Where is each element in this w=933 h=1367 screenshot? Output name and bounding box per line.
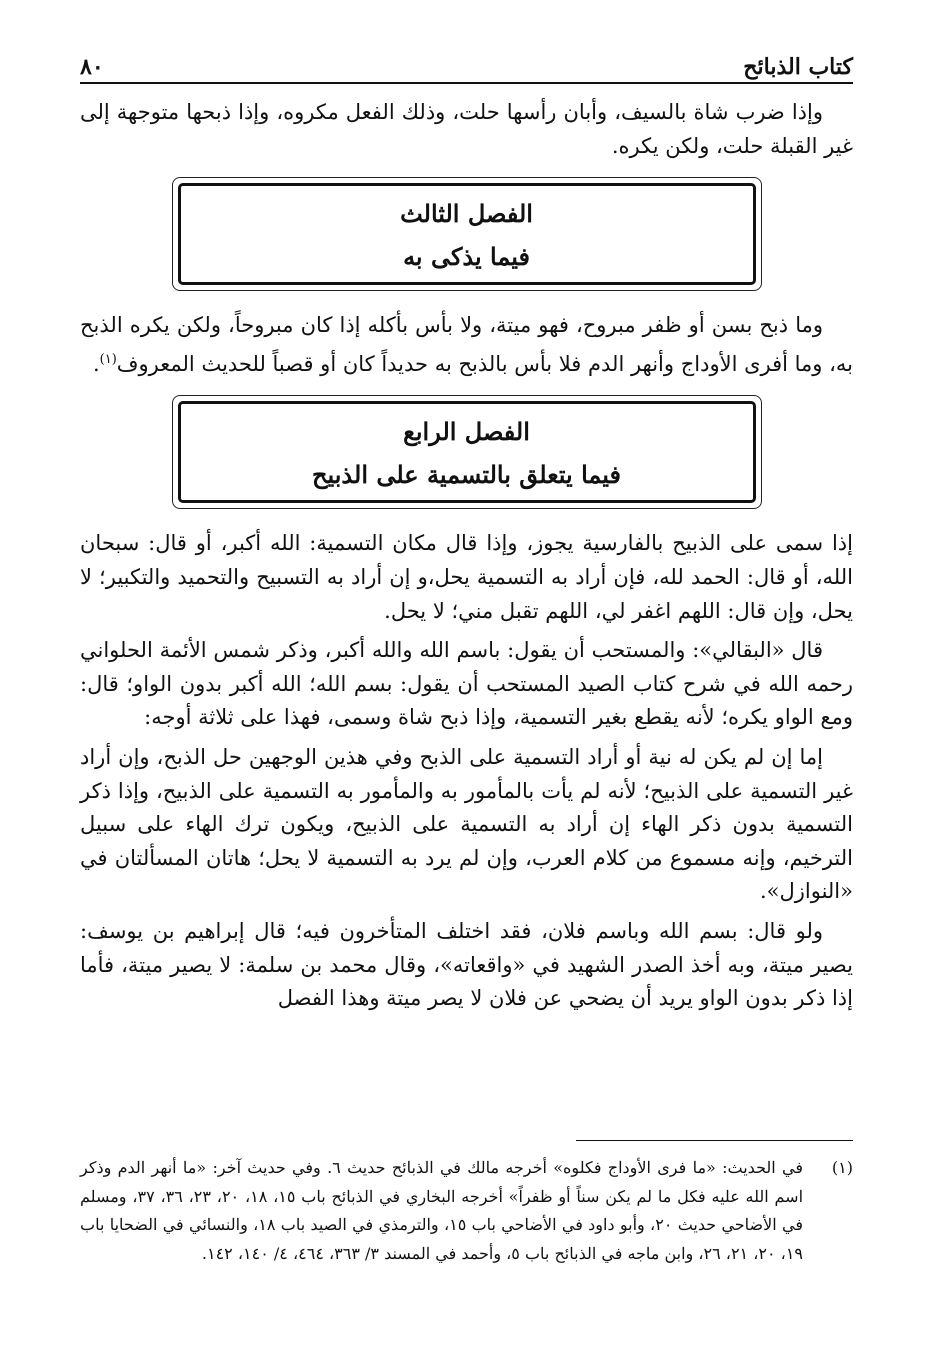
chapter3-paragraph-text: وما ذبح بسن أو ظفر مبروح، فهو ميتة، ولا بأس بأكله إذا كان مبروحاً، ولكن يكره الذبح به، وما أفرى الأوداج وأنهر الدم فلا بأس بالذبح به حديداً كان أو قصباً للحديث المعروف (80, 313, 853, 376)
chapter4-paragraph: ولو قال: بسم الله وباسم فلان، فقد اختلف المتأخرون فيه؛ قال إبراهيم بن يوسف: يصير ميتة، وبه أخذ الصدر الشهيد في «واقعاته»، وقال محمد بن سلمة: لا يصير ميتة، فأما إذا ذكر بدون الواو يريد أن يضحي عن فلان لا يصر ميتة وهذا الفصل (80, 918, 853, 1011)
chapter-subtitle: فيما يذكى به (403, 242, 530, 272)
chapter4-paragraph: إذا سمى على الذبيح بالفارسية يجوز، وإذا قال مكان التسمية: الله أكبر، أو قال: سبحان الله، أو قال: الحمد لله، فإن أراد به التسمية يحل،و إن أراد به التسبيح والتحميد والتكبير؛ لا يحل، وإن قال: اللهم اغفر لي، اللهم تقبل مني؛ لا يحل. (80, 531, 853, 623)
running-header (80, 40, 853, 84)
chapter-title: الفصل الرابع (403, 417, 530, 447)
chapter3-paragraph (80, 309, 853, 381)
chapter-heading-box-4 (172, 395, 762, 509)
intro-paragraph: وإذا ضرب شاة بالسيف، وأبان رأسها حلت، وذلك الفعل مكروه، وإذا ذبحها متوجهة إلى غير القبلة حلت، ولكن يكره. (80, 100, 853, 158)
footnote-divider (576, 1140, 853, 1141)
chapter3-paragraph-end: . (92, 351, 100, 376)
chapter-subtitle: فيما يتعلق بالتسمية على الذبيح (312, 460, 621, 490)
chapter-heading-frame (178, 401, 756, 503)
chapter-heading-frame (178, 183, 756, 285)
chapter-heading-box-3 (172, 177, 762, 291)
page-number: ٨٠ (80, 54, 104, 80)
chapter4-paragraph: قال «البقالي»: والمستحب أن يقول: باسم الله والله أكبر، وذكر شمس الأئمة الحلواني رحمه الله في شرح كتاب الصيد المستحب أن يقول: بسم الله؛ الله أكبر بدون الواو؛ قال: ومع الواو يكره؛ لأنه يقطع بغير التسمية، وإذا ذبح شاة وسمى، فهذا على ثلاثة أوجه: (80, 638, 853, 730)
footnote-number: (١) (831, 1158, 853, 1177)
chapter-title: الفصل الثالث (400, 199, 533, 229)
main-text (80, 96, 853, 1022)
footnote-text: في الحديث: «ما فرى الأوداج فكلوه» أخرجه مالك في الذبائح حديث ٦. وفي حديث آخر: «ما أنهر الدم وذكر اسم الله عليه فكل ما لم يكن سناً أو ظفراً» أخرجه البخاري في الذبائح باب ١٥، ١٨، ٢٠، ٢٣، ٣٦، ٣٧، ومسلم في الأضاحي حديث ٢٠، وأبو داود في الأضاحي باب ١٥، والترمذي في الصيد باب ١٨، والنسائي في الضحايا باب ١٩، ٢٠، ٢١، ٢٦، وابن ماجه في الذبائح باب ٥، وأحمد في المسند ٣/ ٣٦٣، ٤٦٤، ٤/ ١٤٠، ١٤٢. (80, 1158, 804, 1263)
footnote (80, 1154, 853, 1268)
running-title: كتاب الذبائح (743, 54, 853, 80)
chapter4-paragraph: إما إن لم يكن له نية أو أراد التسمية على الذبح وفي هذين الوجهين حل الذبح، وإن أراد غير التسمية على الذبيح؛ لأنه لم يأت بالمأمور به والمأمور به التسمية على الذبيح، وإذا ذكر التسمية بدون ذكر الهاء إن أراد به التسمية على الذبيح، ويكون ترك الهاء على سبيل الترخيم، وإنه مسموع من كلام العرب، وإن لم يرد به التسمية لا يحل؛ هاتان المسألتان في «النوازل». (80, 744, 853, 904)
footnote-reference[interactable]: (١) (99, 351, 117, 367)
